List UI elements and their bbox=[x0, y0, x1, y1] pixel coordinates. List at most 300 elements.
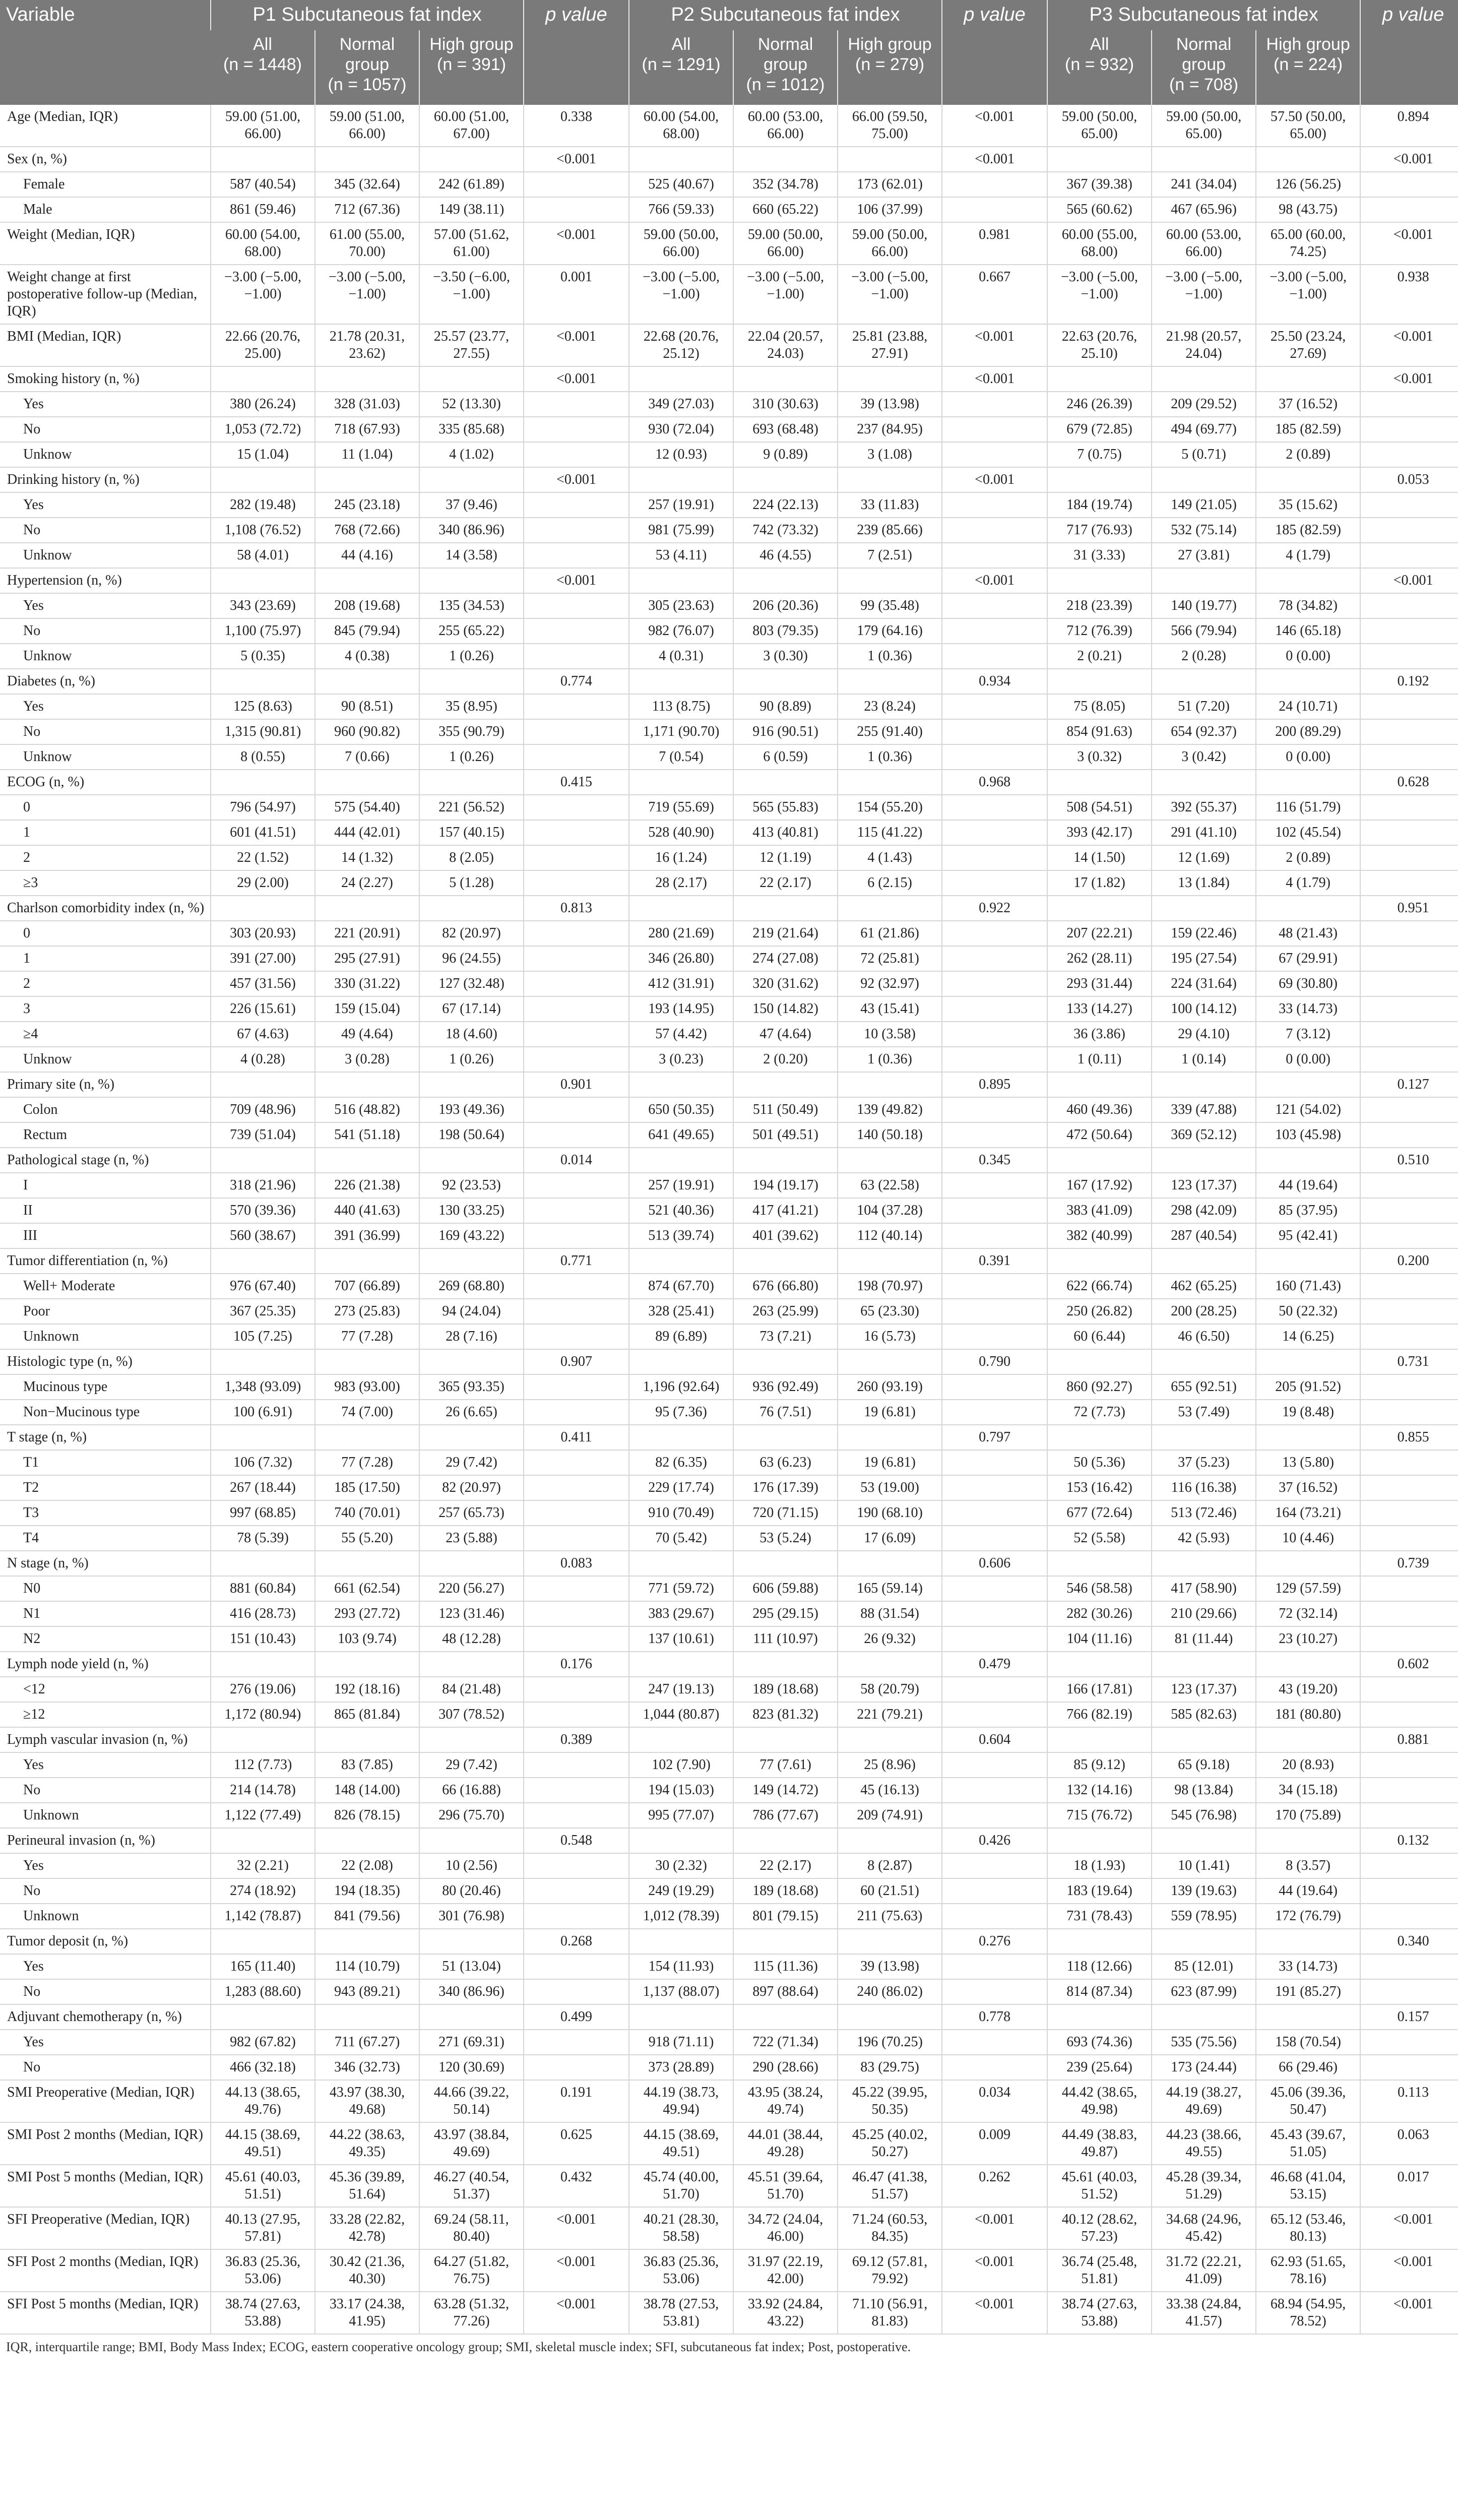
table-row bbox=[0, 1526, 1458, 1551]
value-cell bbox=[211, 467, 315, 492]
value-cell: 45.36 (39.89, 51.64) bbox=[315, 2165, 419, 2207]
p-value-cell bbox=[524, 1878, 629, 1904]
value-cell: 160 (71.43) bbox=[1256, 1274, 1360, 1299]
value-cell: 472 (50.64) bbox=[1047, 1122, 1152, 1148]
value-cell: 65 (9.18) bbox=[1152, 1752, 1256, 1778]
row-label: T1 bbox=[0, 1450, 211, 1475]
table-row bbox=[0, 971, 1458, 996]
p-value-cell: <0.001 bbox=[1360, 2207, 1458, 2249]
value-cell: 575 (54.40) bbox=[315, 795, 419, 820]
value-cell: 45.61 (40.03, 51.51) bbox=[211, 2165, 315, 2207]
value-cell: 44.15 (38.69, 49.51) bbox=[629, 2122, 733, 2165]
value-cell: 865 (81.84) bbox=[315, 1702, 419, 1727]
value-cell: 179 (64.16) bbox=[838, 618, 942, 644]
table-row bbox=[0, 1148, 1458, 1173]
value-cell: 3 (1.08) bbox=[838, 442, 942, 467]
value-cell: 661 (62.54) bbox=[315, 1576, 419, 1601]
p-value-cell bbox=[524, 1500, 629, 1526]
value-cell bbox=[733, 669, 838, 694]
table-row bbox=[0, 265, 1458, 324]
p-value-cell bbox=[942, 845, 1047, 870]
value-cell bbox=[1047, 2004, 1152, 2030]
value-cell: 771 (59.72) bbox=[629, 1576, 733, 1601]
value-cell: 731 (78.43) bbox=[1047, 1904, 1152, 1929]
value-cell: 59.00 (50.00, 66.00) bbox=[838, 222, 942, 265]
p-value-cell bbox=[1360, 593, 1458, 618]
value-cell: 36.74 (25.48, 51.81) bbox=[1047, 2249, 1152, 2292]
p-value-cell bbox=[524, 1122, 629, 1148]
table-row bbox=[0, 518, 1458, 543]
p-value-cell: 0.951 bbox=[1360, 896, 1458, 921]
value-cell: 135 (34.53) bbox=[419, 593, 524, 618]
p-value-cell bbox=[524, 921, 629, 946]
value-cell: 61 (21.86) bbox=[838, 921, 942, 946]
value-cell bbox=[1152, 1828, 1256, 1853]
value-cell: 13 (5.80) bbox=[1256, 1450, 1360, 1475]
value-cell: 33 (14.73) bbox=[1256, 996, 1360, 1022]
table-row bbox=[0, 1475, 1458, 1500]
value-cell: 513 (72.46) bbox=[1152, 1500, 1256, 1526]
value-cell: 82 (20.97) bbox=[419, 1475, 524, 1500]
value-cell: 393 (42.17) bbox=[1047, 820, 1152, 845]
value-cell: 200 (89.29) bbox=[1256, 719, 1360, 744]
row-label: SMI Preoperative (Median, IQR) bbox=[0, 2080, 211, 2122]
value-cell: 57 (4.42) bbox=[629, 1022, 733, 1047]
p-value-cell bbox=[1360, 1702, 1458, 1727]
value-cell: 111 (10.97) bbox=[733, 1626, 838, 1652]
value-cell: 82 (6.35) bbox=[629, 1450, 733, 1475]
value-cell: 78 (34.82) bbox=[1256, 593, 1360, 618]
p-value-cell bbox=[524, 1022, 629, 1047]
table-row bbox=[0, 1878, 1458, 1904]
table-row bbox=[0, 1374, 1458, 1400]
value-cell: 1,053 (72.72) bbox=[211, 417, 315, 442]
p-value-cell bbox=[1360, 946, 1458, 971]
value-cell: −3.00 (−5.00, −1.00) bbox=[211, 265, 315, 324]
table-row bbox=[0, 1349, 1458, 1374]
value-cell: 641 (49.65) bbox=[629, 1122, 733, 1148]
value-cell: 861 (59.46) bbox=[211, 197, 315, 222]
value-cell: 444 (42.01) bbox=[315, 820, 419, 845]
value-cell bbox=[315, 1727, 419, 1752]
value-cell: 930 (72.04) bbox=[629, 417, 733, 442]
row-label: Yes bbox=[0, 1752, 211, 1778]
p-value-cell bbox=[524, 1299, 629, 1324]
table-row bbox=[0, 568, 1458, 593]
value-cell: 10 (4.46) bbox=[1256, 1526, 1360, 1551]
value-cell: 328 (31.03) bbox=[315, 392, 419, 417]
value-cell: 140 (19.77) bbox=[1152, 593, 1256, 618]
p-value-cell bbox=[1360, 197, 1458, 222]
row-label: Smoking history (n, %) bbox=[0, 366, 211, 392]
subheader-count: (n = 1057) bbox=[328, 75, 407, 94]
value-cell: 37 (9.46) bbox=[419, 492, 524, 518]
header-group-p3: P3 Subcutaneous fat index bbox=[1047, 0, 1360, 30]
value-cell: 367 (25.35) bbox=[211, 1299, 315, 1324]
value-cell bbox=[1047, 1929, 1152, 1954]
table-row bbox=[0, 1853, 1458, 1878]
row-label: Yes bbox=[0, 1853, 211, 1878]
row-label: ≥3 bbox=[0, 870, 211, 896]
value-cell: 38.78 (27.53, 53.81) bbox=[629, 2292, 733, 2334]
table-row bbox=[0, 1979, 1458, 2004]
p-value-cell bbox=[1360, 1324, 1458, 1349]
p-value-cell: 0.014 bbox=[524, 1148, 629, 1173]
p-value-cell bbox=[524, 1223, 629, 1248]
value-cell bbox=[1256, 147, 1360, 172]
value-cell: 60.00 (53.00, 66.00) bbox=[733, 105, 838, 147]
value-cell: 650 (50.35) bbox=[629, 1097, 733, 1122]
value-cell: 45.51 (39.64, 51.70) bbox=[733, 2165, 838, 2207]
value-cell bbox=[419, 669, 524, 694]
value-cell: 20 (8.93) bbox=[1256, 1752, 1360, 1778]
value-cell: 194 (15.03) bbox=[629, 1778, 733, 1803]
table-row bbox=[0, 543, 1458, 568]
value-cell: 193 (49.36) bbox=[419, 1097, 524, 1122]
value-cell: 116 (16.38) bbox=[1152, 1475, 1256, 1500]
row-label: 1 bbox=[0, 946, 211, 971]
value-cell: 845 (79.94) bbox=[315, 618, 419, 644]
value-cell bbox=[733, 2004, 838, 2030]
row-label: No bbox=[0, 417, 211, 442]
value-cell bbox=[838, 1425, 942, 1450]
value-cell bbox=[629, 669, 733, 694]
value-cell: 295 (27.91) bbox=[315, 946, 419, 971]
value-cell: 14 (1.50) bbox=[1047, 845, 1152, 870]
value-cell: 346 (26.80) bbox=[629, 946, 733, 971]
value-cell: 655 (92.51) bbox=[1152, 1374, 1256, 1400]
value-cell: 916 (90.51) bbox=[733, 719, 838, 744]
value-cell: 158 (70.54) bbox=[1256, 2030, 1360, 2055]
value-cell: 346 (32.73) bbox=[315, 2055, 419, 2080]
value-cell: 18 (4.60) bbox=[419, 1022, 524, 1047]
value-cell bbox=[1256, 896, 1360, 921]
table-row bbox=[0, 147, 1458, 172]
value-cell: 45.43 (39.67, 51.05) bbox=[1256, 2122, 1360, 2165]
header-p-value: p value bbox=[524, 0, 629, 105]
value-cell: 565 (60.62) bbox=[1047, 197, 1152, 222]
value-cell: 601 (41.51) bbox=[211, 820, 315, 845]
p-value-cell bbox=[1360, 1173, 1458, 1198]
value-cell: 369 (52.12) bbox=[1152, 1122, 1256, 1148]
value-cell: 918 (71.11) bbox=[629, 2030, 733, 2055]
value-cell: 4 (0.28) bbox=[211, 1047, 315, 1072]
value-cell: 192 (18.16) bbox=[315, 1677, 419, 1702]
value-cell: 44.19 (38.27, 49.69) bbox=[1152, 2080, 1256, 2122]
value-cell: 44.23 (38.66, 49.55) bbox=[1152, 2122, 1256, 2165]
value-cell: 6 (2.15) bbox=[838, 870, 942, 896]
value-cell: 45.22 (39.95, 50.35) bbox=[838, 2080, 942, 2122]
p-value-cell bbox=[942, 1979, 1047, 2004]
row-label: Colon bbox=[0, 1097, 211, 1122]
row-label: Yes bbox=[0, 694, 211, 719]
p-value-cell bbox=[524, 1324, 629, 1349]
value-cell: 826 (78.15) bbox=[315, 1803, 419, 1828]
value-cell: 367 (39.38) bbox=[1047, 172, 1152, 197]
value-cell: 291 (41.10) bbox=[1152, 820, 1256, 845]
value-cell bbox=[315, 568, 419, 593]
value-cell: 65.12 (53.46, 80.13) bbox=[1256, 2207, 1360, 2249]
value-cell: 46.27 (40.54, 51.37) bbox=[419, 2165, 524, 2207]
p-value-cell bbox=[1360, 820, 1458, 845]
value-cell: 133 (14.27) bbox=[1047, 996, 1152, 1022]
table-row bbox=[0, 1626, 1458, 1652]
value-cell bbox=[1047, 669, 1152, 694]
p-value-cell bbox=[1360, 719, 1458, 744]
value-cell: 102 (45.54) bbox=[1256, 820, 1360, 845]
value-cell bbox=[211, 1148, 315, 1173]
p-value-cell: 0.625 bbox=[524, 2122, 629, 2165]
value-cell bbox=[315, 366, 419, 392]
value-cell: 206 (20.36) bbox=[733, 593, 838, 618]
value-cell bbox=[733, 770, 838, 795]
value-cell bbox=[1152, 896, 1256, 921]
header-group-p2: P2 Subcutaneous fat index bbox=[629, 0, 942, 30]
value-cell: 8 (2.05) bbox=[419, 845, 524, 870]
value-cell: 23 (5.88) bbox=[419, 1526, 524, 1551]
value-cell bbox=[211, 1727, 315, 1752]
value-cell bbox=[838, 669, 942, 694]
value-cell: 209 (74.91) bbox=[838, 1803, 942, 1828]
value-cell: 7 (2.51) bbox=[838, 543, 942, 568]
value-cell bbox=[1152, 770, 1256, 795]
value-cell bbox=[733, 1652, 838, 1677]
value-cell: 768 (72.66) bbox=[315, 518, 419, 543]
subheader-name: Normal group bbox=[1176, 35, 1232, 74]
value-cell bbox=[211, 1248, 315, 1274]
value-cell: 90 (8.51) bbox=[315, 694, 419, 719]
value-cell: 75 (8.05) bbox=[1047, 694, 1152, 719]
table-row bbox=[0, 1400, 1458, 1425]
value-cell: 33.28 (22.82, 42.78) bbox=[315, 2207, 419, 2249]
value-cell bbox=[315, 1929, 419, 1954]
p-value-cell bbox=[942, 2030, 1047, 2055]
value-cell: 983 (93.00) bbox=[315, 1374, 419, 1400]
value-cell bbox=[1152, 1652, 1256, 1677]
p-value-cell bbox=[942, 1299, 1047, 1324]
value-cell: 214 (14.78) bbox=[211, 1778, 315, 1803]
value-cell: 4 (1.79) bbox=[1256, 543, 1360, 568]
value-cell: 104 (11.16) bbox=[1047, 1626, 1152, 1652]
p-value-cell: <0.001 bbox=[942, 568, 1047, 593]
value-cell: 349 (27.03) bbox=[629, 392, 733, 417]
p-value-cell: 0.432 bbox=[524, 2165, 629, 2207]
value-cell: 53 (7.49) bbox=[1152, 1400, 1256, 1425]
value-cell bbox=[838, 1727, 942, 1752]
value-cell: 660 (65.22) bbox=[733, 197, 838, 222]
value-cell: 100 (14.12) bbox=[1152, 996, 1256, 1022]
value-cell: 22.04 (20.57, 24.03) bbox=[733, 324, 838, 366]
p-value-cell: 0.907 bbox=[524, 1349, 629, 1374]
p-value-cell bbox=[1360, 543, 1458, 568]
value-cell: 383 (29.67) bbox=[629, 1601, 733, 1626]
row-label: Unknow bbox=[0, 1047, 211, 1072]
row-label: ECOG (n, %) bbox=[0, 770, 211, 795]
value-cell: 412 (31.91) bbox=[629, 971, 733, 996]
table-row bbox=[0, 1652, 1458, 1677]
value-cell: 5 (0.71) bbox=[1152, 442, 1256, 467]
value-cell: 546 (58.58) bbox=[1047, 1576, 1152, 1601]
table-row bbox=[0, 1601, 1458, 1626]
value-cell: 32 (2.21) bbox=[211, 1853, 315, 1878]
p-value-cell bbox=[942, 795, 1047, 820]
value-cell: 981 (75.99) bbox=[629, 518, 733, 543]
value-cell: 460 (49.36) bbox=[1047, 1097, 1152, 1122]
p-value-cell bbox=[942, 1904, 1047, 1929]
value-cell: 167 (17.92) bbox=[1047, 1173, 1152, 1198]
value-cell: 566 (79.94) bbox=[1152, 618, 1256, 644]
value-cell bbox=[629, 1248, 733, 1274]
value-cell: 77 (7.61) bbox=[733, 1752, 838, 1778]
subheader-count: (n = 279) bbox=[855, 55, 925, 74]
value-cell bbox=[315, 1072, 419, 1097]
value-cell: 0 (0.00) bbox=[1256, 1047, 1360, 1072]
value-cell: 528 (40.90) bbox=[629, 820, 733, 845]
value-cell bbox=[1047, 1072, 1152, 1097]
p-value-cell bbox=[524, 2030, 629, 2055]
value-cell bbox=[1256, 1652, 1360, 1677]
value-cell: 22.63 (20.76, 25.10) bbox=[1047, 324, 1152, 366]
value-cell bbox=[733, 366, 838, 392]
p-value-cell: <0.001 bbox=[1360, 147, 1458, 172]
value-cell: 104 (37.28) bbox=[838, 1198, 942, 1223]
value-cell bbox=[315, 770, 419, 795]
value-cell: 185 (17.50) bbox=[315, 1475, 419, 1500]
value-cell: 803 (79.35) bbox=[733, 618, 838, 644]
value-cell: 13 (1.84) bbox=[1152, 870, 1256, 896]
value-cell bbox=[629, 366, 733, 392]
value-cell: 559 (78.95) bbox=[1152, 1904, 1256, 1929]
subheader-cell bbox=[733, 30, 838, 105]
row-label: Mucinous type bbox=[0, 1374, 211, 1400]
p-value-cell: 0.739 bbox=[1360, 1551, 1458, 1576]
p-value-cell bbox=[524, 870, 629, 896]
value-cell: 67 (4.63) bbox=[211, 1022, 315, 1047]
value-cell: 860 (92.27) bbox=[1047, 1374, 1152, 1400]
p-value-cell bbox=[524, 1274, 629, 1299]
value-cell: 27 (3.81) bbox=[1152, 543, 1256, 568]
p-value-cell bbox=[1360, 1299, 1458, 1324]
p-value-cell: 0.895 bbox=[942, 1072, 1047, 1097]
value-cell: 881 (60.84) bbox=[211, 1576, 315, 1601]
value-cell: 525 (40.67) bbox=[629, 172, 733, 197]
value-cell: 44.49 (38.83, 49.87) bbox=[1047, 2122, 1152, 2165]
value-cell bbox=[419, 1072, 524, 1097]
table-row bbox=[0, 896, 1458, 921]
p-value-cell: 0.063 bbox=[1360, 2122, 1458, 2165]
value-cell bbox=[733, 1929, 838, 1954]
value-cell: 239 (85.66) bbox=[838, 518, 942, 543]
subheader-cell bbox=[1256, 30, 1360, 105]
subheader-name: Normal group bbox=[757, 35, 813, 74]
p-value-cell bbox=[942, 1576, 1047, 1601]
value-cell: 60.00 (54.00, 68.00) bbox=[211, 222, 315, 265]
value-cell: 1,196 (92.64) bbox=[629, 1374, 733, 1400]
value-cell bbox=[838, 1828, 942, 1853]
value-cell: 4 (0.31) bbox=[629, 644, 733, 669]
value-cell: 189 (18.68) bbox=[733, 1677, 838, 1702]
value-cell: 355 (90.79) bbox=[419, 719, 524, 744]
row-label: Age (Median, IQR) bbox=[0, 105, 211, 147]
value-cell: 247 (19.13) bbox=[629, 1677, 733, 1702]
p-value-cell: <0.001 bbox=[942, 147, 1047, 172]
value-cell: 59.00 (50.00, 65.00) bbox=[1047, 105, 1152, 147]
value-cell: 383 (41.09) bbox=[1047, 1198, 1152, 1223]
p-value-cell bbox=[1360, 518, 1458, 543]
value-cell bbox=[211, 1929, 315, 1954]
value-cell: 190 (68.10) bbox=[838, 1500, 942, 1526]
table-row bbox=[0, 1097, 1458, 1122]
value-cell: 22 (2.17) bbox=[733, 870, 838, 896]
table-row bbox=[0, 2004, 1458, 2030]
value-cell: 226 (21.38) bbox=[315, 1173, 419, 1198]
value-cell: 14 (6.25) bbox=[1256, 1324, 1360, 1349]
table-row bbox=[0, 669, 1458, 694]
p-value-cell bbox=[524, 1626, 629, 1652]
value-cell bbox=[838, 568, 942, 593]
p-value-cell bbox=[524, 1904, 629, 1929]
value-cell: 176 (17.39) bbox=[733, 1475, 838, 1500]
p-value-cell bbox=[942, 442, 1047, 467]
p-value-cell: 0.262 bbox=[942, 2165, 1047, 2207]
value-cell: 67 (17.14) bbox=[419, 996, 524, 1022]
header-row-groups bbox=[0, 0, 1458, 30]
value-cell: 494 (69.77) bbox=[1152, 417, 1256, 442]
row-label: I bbox=[0, 1173, 211, 1198]
value-cell: 53 (4.11) bbox=[629, 543, 733, 568]
value-cell: 3 (0.30) bbox=[733, 644, 838, 669]
value-cell: 207 (22.21) bbox=[1047, 921, 1152, 946]
value-cell: 184 (19.74) bbox=[1047, 492, 1152, 518]
value-cell: 260 (93.19) bbox=[838, 1374, 942, 1400]
value-cell: 69.24 (58.11, 80.40) bbox=[419, 2207, 524, 2249]
p-value-cell bbox=[942, 172, 1047, 197]
p-value-cell bbox=[524, 2055, 629, 2080]
value-cell: 44.19 (38.73, 49.94) bbox=[629, 2080, 733, 2122]
value-cell: 211 (75.63) bbox=[838, 1904, 942, 1929]
value-cell: 1,137 (88.07) bbox=[629, 1979, 733, 2004]
table-row bbox=[0, 795, 1458, 820]
value-cell: 35 (15.62) bbox=[1256, 492, 1360, 518]
value-cell: 257 (19.91) bbox=[629, 492, 733, 518]
value-cell: 129 (57.59) bbox=[1256, 1576, 1360, 1601]
p-value-cell bbox=[942, 1752, 1047, 1778]
value-cell: 48 (12.28) bbox=[419, 1626, 524, 1652]
row-label: 2 bbox=[0, 845, 211, 870]
value-cell: 814 (87.34) bbox=[1047, 1979, 1152, 2004]
value-cell: 115 (11.36) bbox=[733, 1954, 838, 1979]
p-value-cell bbox=[942, 1223, 1047, 1248]
value-cell bbox=[211, 1652, 315, 1677]
value-cell: 218 (23.39) bbox=[1047, 593, 1152, 618]
p-value-cell bbox=[1360, 172, 1458, 197]
p-value-cell bbox=[942, 1374, 1047, 1400]
value-cell bbox=[1152, 1425, 1256, 1450]
value-cell: 417 (41.21) bbox=[733, 1198, 838, 1223]
value-cell: 31.72 (22.21, 41.09) bbox=[1152, 2249, 1256, 2292]
value-cell: 240 (86.02) bbox=[838, 1979, 942, 2004]
value-cell: 709 (48.96) bbox=[211, 1097, 315, 1122]
value-cell: 183 (19.64) bbox=[1047, 1878, 1152, 1904]
p-value-cell bbox=[942, 1324, 1047, 1349]
p-value-cell bbox=[524, 1475, 629, 1500]
value-cell: 19 (6.81) bbox=[838, 1450, 942, 1475]
p-value-cell bbox=[942, 1022, 1047, 1047]
value-cell: 50 (22.32) bbox=[1256, 1299, 1360, 1324]
row-label: No bbox=[0, 518, 211, 543]
table-row bbox=[0, 1072, 1458, 1097]
value-cell: 173 (24.44) bbox=[1152, 2055, 1256, 2080]
